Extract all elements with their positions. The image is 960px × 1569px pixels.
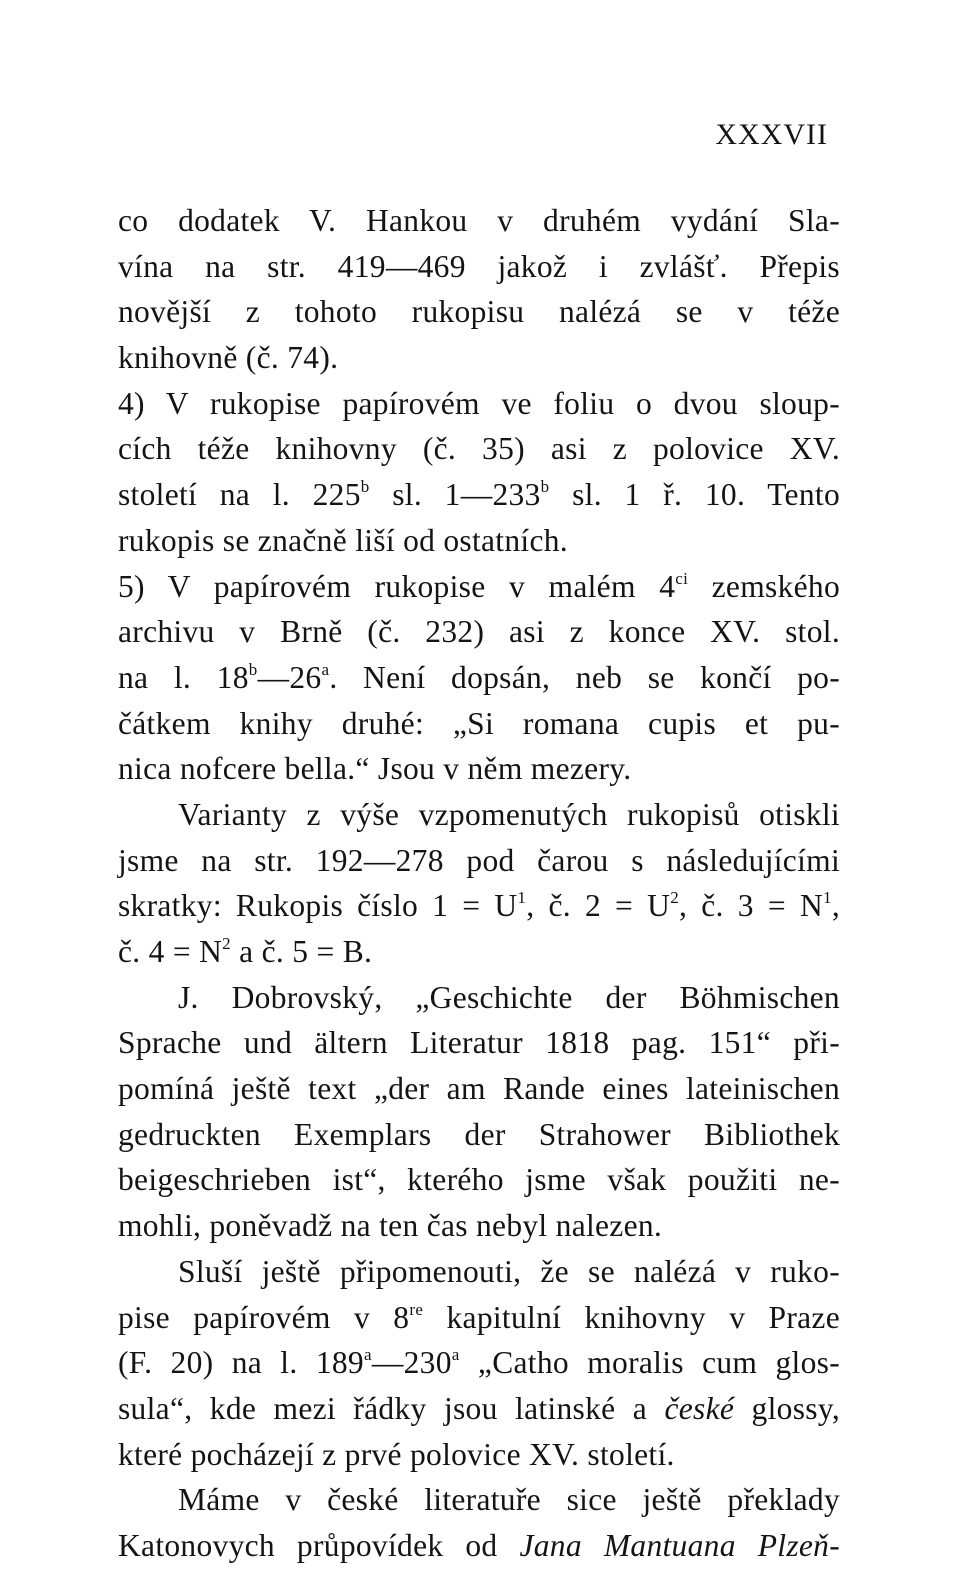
superscript: 1 [517,888,527,908]
italic-text: české [664,1390,735,1426]
text-line [118,1249,840,1295]
text-run: co dodatek V. Hankou v druhém vydání Sla- [118,203,840,238]
text-line [118,1477,840,1523]
superscript: ci [675,568,689,588]
text-line [118,1066,840,1112]
text-run: století na l. 225 [118,477,361,513]
superscript: a [451,1345,460,1365]
text-run: rukopis se značně liší od ostatních. [118,522,568,558]
text-line [118,244,840,290]
text-run: pomíná ještě text „der am Rande eines lateinischen [118,1071,840,1107]
text-run: jsme na str. 192—278 pod čarou s následujícími [118,842,840,878]
text-run: č. 4 = N [118,934,223,969]
text-line [118,1157,840,1203]
text-line [118,655,840,701]
text-line [118,1203,840,1249]
text-line [118,289,840,335]
text-run: a č. 5 = B. [230,934,373,969]
text-run: gedruckten Exemplars der Strahower Bibliothek [118,1116,840,1152]
text-line [118,1020,840,1066]
text-run: Máme v české literatuře sice ještě překlady [178,1482,840,1518]
text-run: sula“, kde mezi řádky jsou latinské a [118,1390,665,1426]
superscript: a [321,659,330,679]
text-run: cích téže knihovny (č. 35) asi z polovice XV. [118,431,840,467]
text-run: „Catho moralis cum glos- [459,1345,840,1381]
text-run: , [831,888,840,924]
text-line [118,518,840,564]
text-run: mohli, poněvadž na ten čas nebyl nalezen. [118,1208,663,1244]
text-run: 4) V rukopise papírovém ve foliu o dvou sloup- [118,385,840,421]
text-run: —230 [371,1345,452,1381]
text-run: čátkem knihy druhé: „Si romana cupis et pu- [118,705,840,741]
page-number: XXXVII [715,118,828,151]
text-run: Sluší ještě připomenouti, že se nalézá v ruko- [178,1253,840,1289]
text-line [118,701,840,747]
text-line [118,198,840,244]
text-run: které pocházejí z prvé polovice XV. století. [118,1436,675,1472]
text-line [118,564,840,610]
text-run: archivu v Brně (č. 232) asi z konce XV. stol. [118,614,840,650]
text-line [118,883,840,929]
text-line [118,1432,840,1478]
text-run: sl. 1—233 [369,477,541,513]
text-run: kapitulní knihovny v Praze [423,1299,840,1335]
superscript: re [409,1299,424,1319]
superscript: b [248,659,258,679]
superscript: b [360,477,370,497]
text-run: . Není dopsán, neb se končí po- [329,659,840,695]
text-run: J. Dobrovský, „Geschichte der Böhmischen [178,979,840,1015]
italic-text: Jana Mantuana Plzeň- [519,1527,840,1563]
text-run: , č. 2 = U [526,888,671,924]
text-line [118,838,840,884]
superscript: b [540,477,550,497]
text-run: knihovně (č. 74). [118,340,339,376]
text-run: —26 [257,659,322,695]
text-line [118,792,840,838]
text-run: glossy, [734,1390,841,1426]
text-line [118,426,840,472]
text-run: zemského [688,568,840,604]
text-run: Katonovych průpovídek od [118,1527,520,1563]
text-run: novější z tohoto rukopisu nalézá se v téže [118,294,840,330]
text-run: na l. 18 [118,659,249,695]
text-line [118,746,840,792]
text-line [118,1386,840,1432]
text-run: beigeschrieben ist“, kterého jsme však použiti ne- [118,1162,840,1198]
text-line [118,335,840,381]
superscript: 1 [823,888,832,908]
text-run: pise papírovém v 8 [118,1299,410,1335]
text-run: , č. 3 = N [679,888,823,924]
text-run: (F. 20) na l. 189 [118,1345,364,1381]
text-line [118,1295,840,1341]
text-run: Varianty z výše vzpomenutých rukopisů otiskli [178,796,840,832]
text-run: 5) V papírovém rukopise v malém 4 [118,568,676,604]
text-run: nica nofcere bella.“ Jsou v něm mezery. [118,751,632,787]
text-line [118,975,840,1021]
text-line [118,381,840,427]
text-run: sl. 1 ř. 10. Tento [549,477,840,513]
text-line [118,1340,840,1386]
body-text [118,198,840,1569]
superscript: 2 [222,934,231,953]
text-run: Sprache und ältern Literatur 1818 pag. 151“ při- [118,1025,840,1061]
superscript: 2 [670,888,680,908]
text-line [118,472,840,518]
text-line [118,929,840,975]
text-run: skratky: Rukopis číslo 1 = U [118,888,518,924]
text-line [118,1112,840,1158]
superscript: a [363,1345,372,1365]
text-line [118,1523,840,1569]
text-line [118,609,840,655]
text-run: vína na str. 419—469 jakož i zvlášť. Přepis [118,248,840,284]
